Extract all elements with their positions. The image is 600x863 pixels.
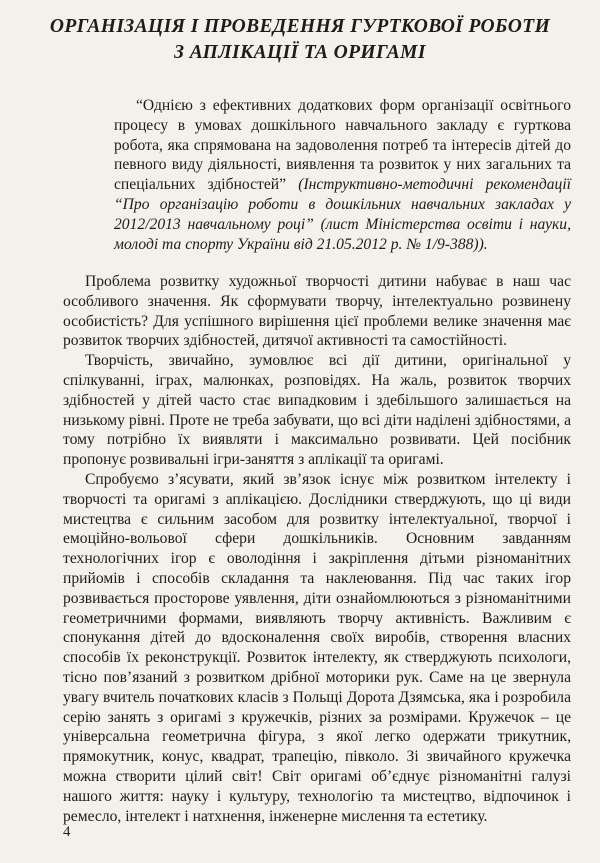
chapter-title-line-2: З АПЛІКАЦІЇ ТА ОРИГАМІ xyxy=(174,42,426,63)
page-number: 4 xyxy=(63,824,71,840)
paragraph: Творчість, звичайно, зумовлює всі дії дитини, оригінальної у спілкуванні, іграх, малюнках, розповідях. На жаль, розвиток творчих здібностей у дітей часто стає випадковим і здебільшого залишається на низькому рівні. Проте не треба забувати, що всі діти наділені здібностями, а тому потрібно їх виявляти і максимально розвивати. Цей посібник пропонує розвивальні ігри-заняття з аплікації та оригамі. xyxy=(63,352,571,469)
epigraph-quote: “Однією з ефективних додаткових форм організації освітнього процесу в умовах дошкільного навчального закладу є гурткова робота, яка спрямована на задоволення потреб та інтересів дітей до певного виду діяльності, виявлення та розвиток у них загальних та спеціальних здібностей” xyxy=(114,97,571,194)
epigraph-source: (Інструктивно-методичні рекомендації “Про організацію роботи в дошкільних навчальних закладах у 2012/2013 навчальному році” (лист Міністерства освіти і науки, молоді та спорту України від 21.05.2012 р. № 1/9-388)). xyxy=(114,176,571,253)
paragraph: Проблема розвитку художньої творчості дитини набуває в наш час особливого значення. Як сформувати творчу, інтелектуально розвинену особистість? Для успішного вирішення цієї проблеми велике значення має розвиток творчих здібностей, дитячої активності та самостійності. xyxy=(63,273,571,350)
paragraph: Спробуємо з’ясувати, який зв’язок існує між розвитком інтелекту і творчості та оригамі з аплікацією. Дослідники стверджують, що ці види мистецтва є сильним засобом для розвитку інтелектуальної, творчої і емоційно-вольової сфери дошкільників. Основним завданням технологічних ігор є оволодіння і закріплення дітьми різноманітних прийомів і способів складання та наклеювання. Під час таких ігор розвивається просторове уявлення, діти ознайомлюються з різноманітними геометричними формами, виявляють творчу активність. Важливим є спонукання дітей до вдосконалення своїх виробів, створення власних способів їх реконструкції. Розвиток інтелекту, як стверджують психологи, тісно пов’язаний з розвитком дрібної моторики рук. Саме на це звернула увагу вчитель початкових класів з Польщі Дорота Дзямська, яка і розробила серію занять з оригамі з кружечків, різних за розмірами. Кружечок – це універсальна геометрична фігура, з якої легко одержати трикутник, прямокутник, конус, квадрат, трапецію, півколо. Зі звичайного кружечка можна створити цілий світ! Світ оригамі об’єднує різноманітні галузі нашого життя: науку і культуру, технологію та мистецтво, відпочинок і ремесло, інтелект і натхнення, інженерне мислення та естетику. xyxy=(63,470,571,825)
epigraph xyxy=(114,96,571,254)
body-text xyxy=(63,272,571,826)
chapter-title-line-1: ОРГАНІЗАЦІЯ І ПРОВЕДЕННЯ ГУРТКОВОЇ РОБОТИ xyxy=(49,16,551,37)
chapter-title xyxy=(0,14,600,66)
